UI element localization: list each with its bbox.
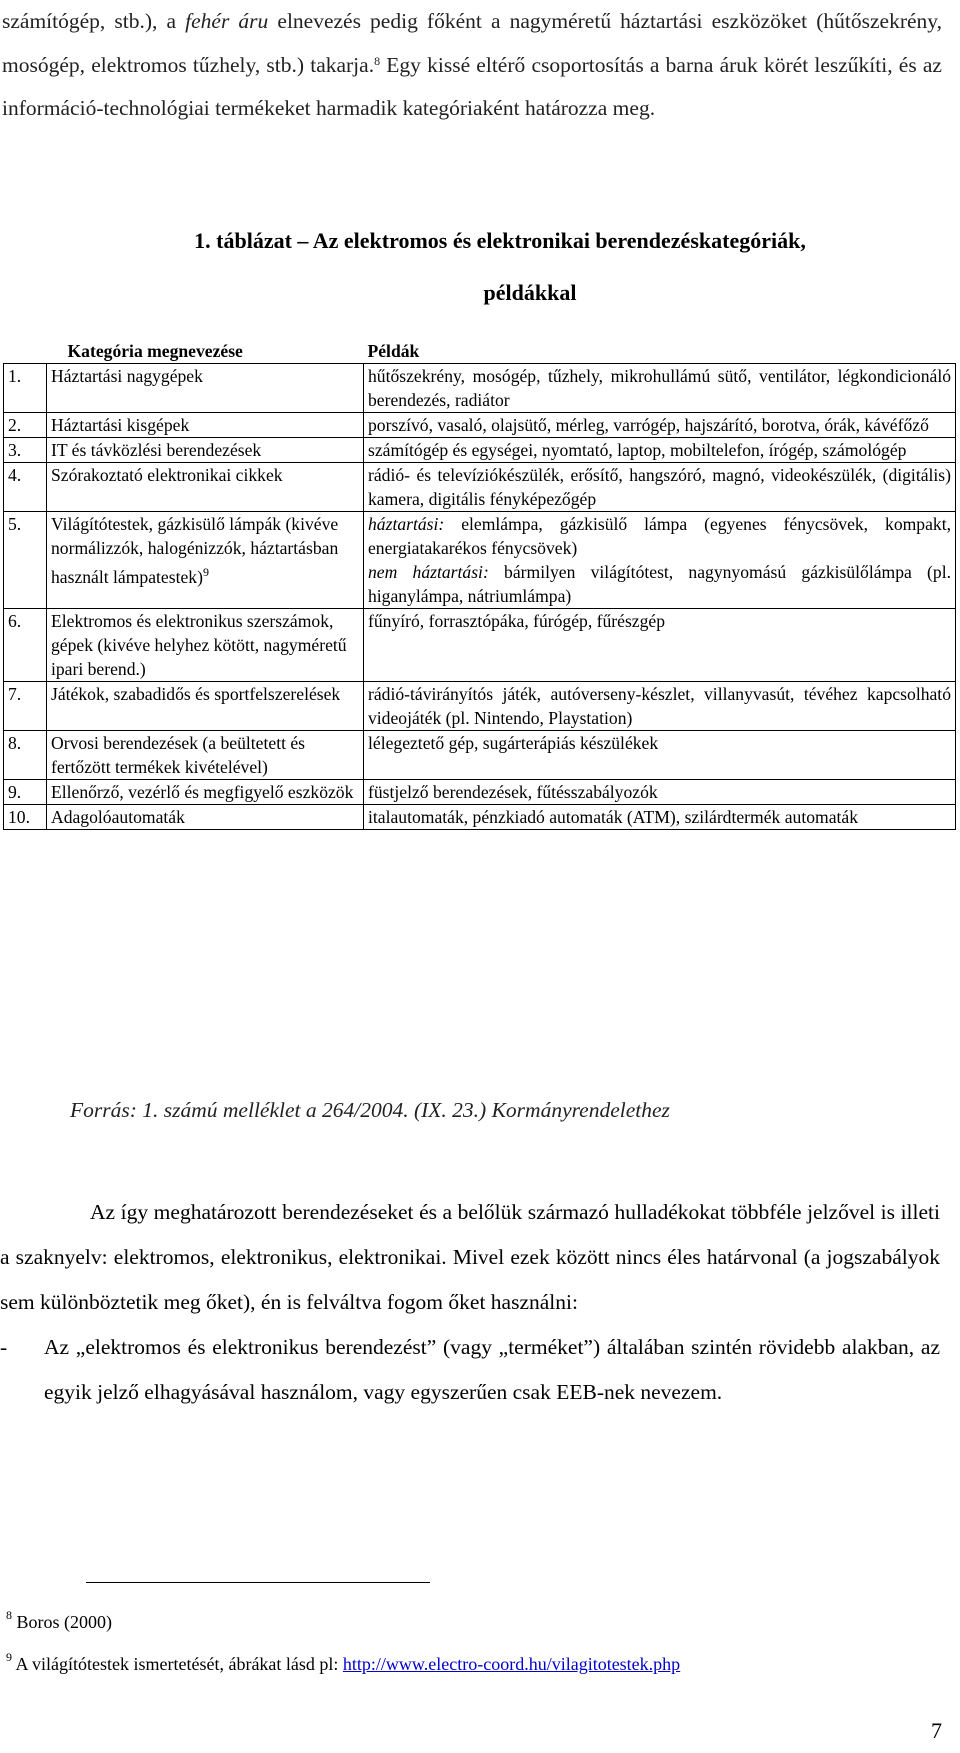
bullet-item: [0, 1325, 940, 1415]
table-row: [4, 463, 956, 512]
footnote-8-number: 8: [6, 1608, 12, 1622]
footnote-ref-8[interactable]: 8: [374, 53, 381, 68]
row-number: 10.: [4, 805, 47, 830]
row-number: 6.: [4, 609, 47, 682]
row-category: Játékok, szabadidős és sportfelszerelések: [47, 682, 364, 731]
row-category: Adagolóautomaták: [47, 805, 364, 830]
row-category: IT és távközlési berendezések: [47, 438, 364, 463]
examples-household: elemlámpa, gázkisülő lámpa (egyenes fénycsövek, kompakt, energiatakarékos fénycsövek): [368, 514, 951, 558]
table-caption: 1. táblázat – Az elektromos és elektronikai berendezéskategóriák,: [194, 228, 806, 253]
row-examples: [364, 512, 956, 609]
bullet-text: Az „elektromos és elektronikus berendezést” (vagy „terméket”) általában szintén rövidebb alakban, az egyik jelző elhagyásával használom, vagy egyszerűen csak EEB-nek nevezem.: [44, 1335, 940, 1404]
page-number: 7: [931, 1718, 942, 1743]
table-header-row: [4, 339, 956, 364]
row-examples: hűtőszekrény, mosógép, tűzhely, mikrohullámú sütő, ventilátor, légkondicionáló berendezés, radiátor: [364, 364, 956, 413]
row-category: Háztartási nagygépek: [47, 364, 364, 413]
row-examples: füstjelző berendezések, fűtésszabályozók: [364, 780, 956, 805]
intro-paragraph: [2, 0, 942, 131]
intro-italic-term: fehér áru: [185, 9, 269, 33]
table-row: [4, 364, 956, 413]
examples-nonhousehold: bármilyen világítótest, nagynyomású gázkisülőlámpa (pl. higanylámpa, nátriumlámpa): [368, 562, 951, 606]
footnote-9-link[interactable]: http://www.electro-coord.hu/vilagitotestek.php: [342, 1654, 681, 1674]
examples-label-household: háztartási:: [368, 514, 445, 534]
table-source: Forrás: 1. számú melléklet a 264/2004. (IX. 23.) Kormányrendelethez: [70, 1098, 670, 1122]
bullet-dash: -: [0, 1335, 8, 1359]
table-row: [4, 731, 956, 780]
row-examples: porszívó, vasaló, olajsütő, mérleg, varrógép, hajszárító, borotva, órák, kávéfőző: [364, 413, 956, 438]
row-category: Szórakoztató elektronikai cikkek: [47, 463, 364, 512]
intro-text-1: számítógép, stb.), a: [2, 9, 186, 33]
row-number: 3.: [4, 438, 47, 463]
header-examples: Példák: [367, 341, 420, 361]
row-number: 8.: [4, 731, 47, 780]
table-row: [4, 682, 956, 731]
row-category: Orvosi berendezések (a beültetett és fertőzött termékek kivételével): [47, 731, 364, 780]
footnote-9-number: 9: [6, 1650, 12, 1664]
row-number: 7.: [4, 682, 47, 731]
row-number: 2.: [4, 413, 47, 438]
row-number: 9.: [4, 780, 47, 805]
table-row: [4, 512, 956, 609]
row-number: 5.: [4, 512, 47, 609]
row-examples: rádió- és televíziókészülék, erősítő, hangszóró, magnó, videokészülék, (digitális) kamera, digitális fényképezőgép: [364, 463, 956, 512]
row-examples: italautomaták, pénzkiadó automaták (ATM), szilárdtermék automaták: [364, 805, 956, 830]
table-row: [4, 609, 956, 682]
intro-text-3: Egy kissé eltérő csoportosítás a barna áruk körét leszűkíti, és az információ-technológiai termékeket harmadik kategóriaként határozza meg.: [2, 52, 942, 120]
row-category: Háztartási kisgépek: [47, 413, 364, 438]
intro-text-2: elnevezés pedig főként a nagyméretű háztartási eszközöket (hűtőszekrény, mosógép, elektromos tűzhely, stb.) takarja.: [2, 9, 943, 77]
table-caption-line2: példákkal: [483, 280, 577, 305]
footnote-8: [6, 1608, 112, 1633]
row-examples: lélegeztető gép, sugárterápiás készülékek: [364, 731, 956, 780]
row-examples: rádió-távirányítós játék, autóverseny-készlet, villanyvasút, tévéhez kapcsolható videojáték (pl. Nintendo, Playstation): [364, 682, 956, 731]
footnote-ref-9[interactable]: 9: [202, 565, 209, 579]
row-examples: számítógép és egységei, nyomtató, laptop, mobiltelefon, írógép, számológép: [364, 438, 956, 463]
table-row: [4, 438, 956, 463]
row-category-text: Világítótestek, gázkisülő lámpák (kivéve normálizzók, halogénizzók, háztartásban használt lámpatestek): [51, 514, 339, 587]
table-row: [4, 413, 956, 438]
footnote-8-text: Boros (2000): [12, 1612, 112, 1632]
row-number: 1.: [4, 364, 47, 413]
row-category: Ellenőrző, vezérlő és megfigyelő eszközök: [47, 780, 364, 805]
category-table: [3, 339, 956, 830]
footnote-separator: [86, 1582, 430, 1583]
table-row: [4, 780, 956, 805]
body-paragraph: Az így meghatározott berendezéseket és a belőlük származó hulladékokat többféle jelzővel is illeti a szaknyelv: elektromos, elektronikus, elektronikai. Mivel ezek között nincs éles határvonal (a jogszabályok sem különböztetik meg őket), én is felváltva fogom őket használni:: [0, 1200, 940, 1314]
examples-label-nonhousehold: nem háztartási:: [368, 562, 489, 582]
row-examples: fűnyíró, forrasztópáka, fúrógép, fűrészgép: [364, 609, 956, 682]
header-category: Kategória megnevezése: [67, 341, 243, 361]
body-text: [0, 1190, 940, 1415]
row-category: Elektromos és elektronikus szerszámok, gépek (kivéve helyhez kötött, nagyméretű ipari berend.): [47, 609, 364, 682]
table-row: [4, 805, 956, 830]
row-category: [47, 512, 364, 609]
footnote-9-text: A világítótestek ismertetését, ábrákat lásd pl:: [12, 1654, 343, 1674]
footnote-9: [6, 1650, 681, 1675]
row-number: 4.: [4, 463, 47, 512]
